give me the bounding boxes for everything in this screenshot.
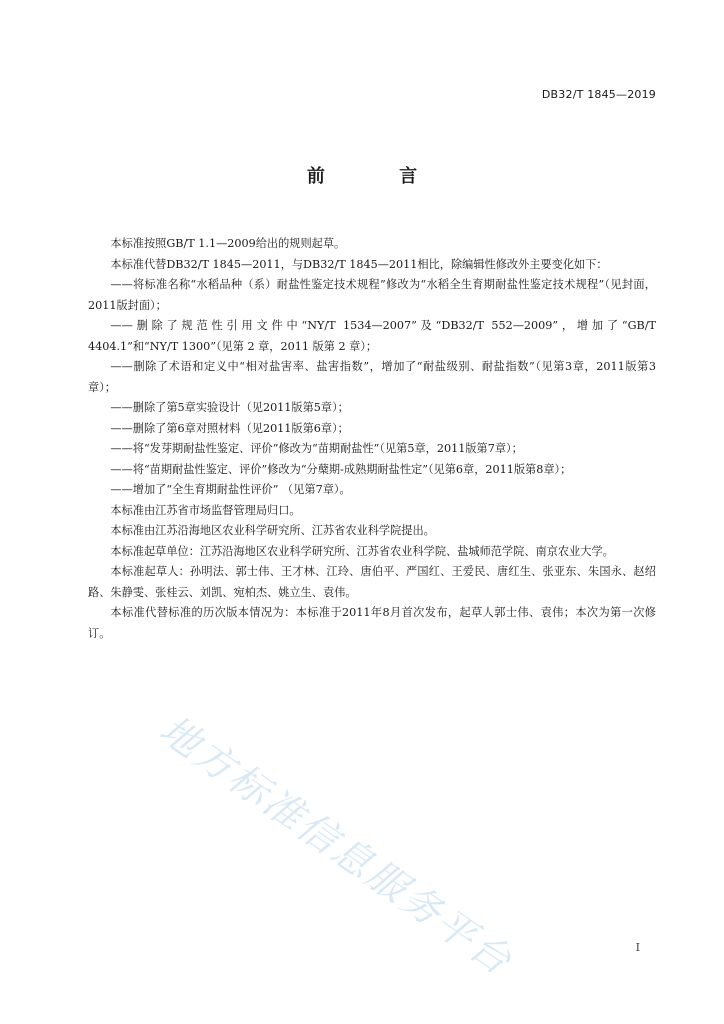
paragraph: ——增加了“全生育期耐盐性评价” （见第7章）。 — [110, 483, 351, 496]
paragraph: ——将“发芽期耐盐性鉴定、评价”修改为“苗期耐盐性”（见第5章，2011版第7章）； — [110, 442, 523, 455]
paragraph: 本标准起草人：孙明法、郭士伟、王才林、江玲、唐伯平、严国红、王爱民、唐红生、张亚东、朱国永、赵绍路、朱静雯、张桂云、刘凯、宛柏杰、姚立生、袁伟。 — [88, 565, 656, 599]
paragraph: ——删除了规范性引用文件中“NY/T 1534—2007”及“DB32/T 552—2009”，增加了“GB/T 4404.1”和“NY/T 1300”（见第 2 章，2011 版第 2 章）； — [88, 319, 656, 353]
paragraph: 本标准由江苏沿海地区农业科学研究所、江苏省农业科学院提出。 — [110, 524, 435, 537]
paragraph: ——将标准名称“水稻品种（系）耐盐性鉴定技术规程”修改为“水稻全生育期耐盐性鉴定技术规程”（见封面，2011版封面）； — [88, 278, 656, 312]
paragraph: 本标准代替标准的历次版本情况为：本标准于2011年8月首次发布，起草人郭士伟、袁伟；本次为第一次修订。 — [88, 606, 656, 640]
paragraph: ——删除了第5章实验设计（见2011版第5章）； — [110, 401, 349, 414]
page-number: I — [635, 941, 640, 954]
paragraph: 本标准起草单位：江苏沿海地区农业科学研究所、江苏省农业科学院、盐城师范学院、南京农业大学。 — [110, 544, 614, 558]
preface-body — [88, 234, 656, 644]
paragraph: ——删除了第6章对照材料（见2011版第6章）； — [110, 421, 349, 435]
page-title: 前 言 — [306, 166, 452, 187]
watermark: 地方标准信息服务平台 — [151, 707, 521, 986]
standard-code: DB32/T 1845—2019 — [541, 88, 656, 101]
paragraph: 本标准代替DB32/T 1845—2011，与DB32/T 1845—2011相比，除编辑性修改外主要变化如下： — [110, 257, 608, 271]
paragraph: ——将“苗期耐盐性鉴定、评价”修改为“分蘖期-成熟期耐盐性定”（见第6章，2011版第8章）； — [110, 462, 572, 476]
paragraph: ——删除了术语和定义中“相对盐害率、盐害指数”，增加了“耐盐级别、耐盐指数”（见第3章，2011版第3章）； — [88, 360, 656, 394]
paragraph: 本标准由江苏省市场监督管理局归口。 — [110, 503, 301, 517]
paragraph: 本标准按照GB/T 1.1—2009给出的规则起草。 — [110, 237, 346, 250]
